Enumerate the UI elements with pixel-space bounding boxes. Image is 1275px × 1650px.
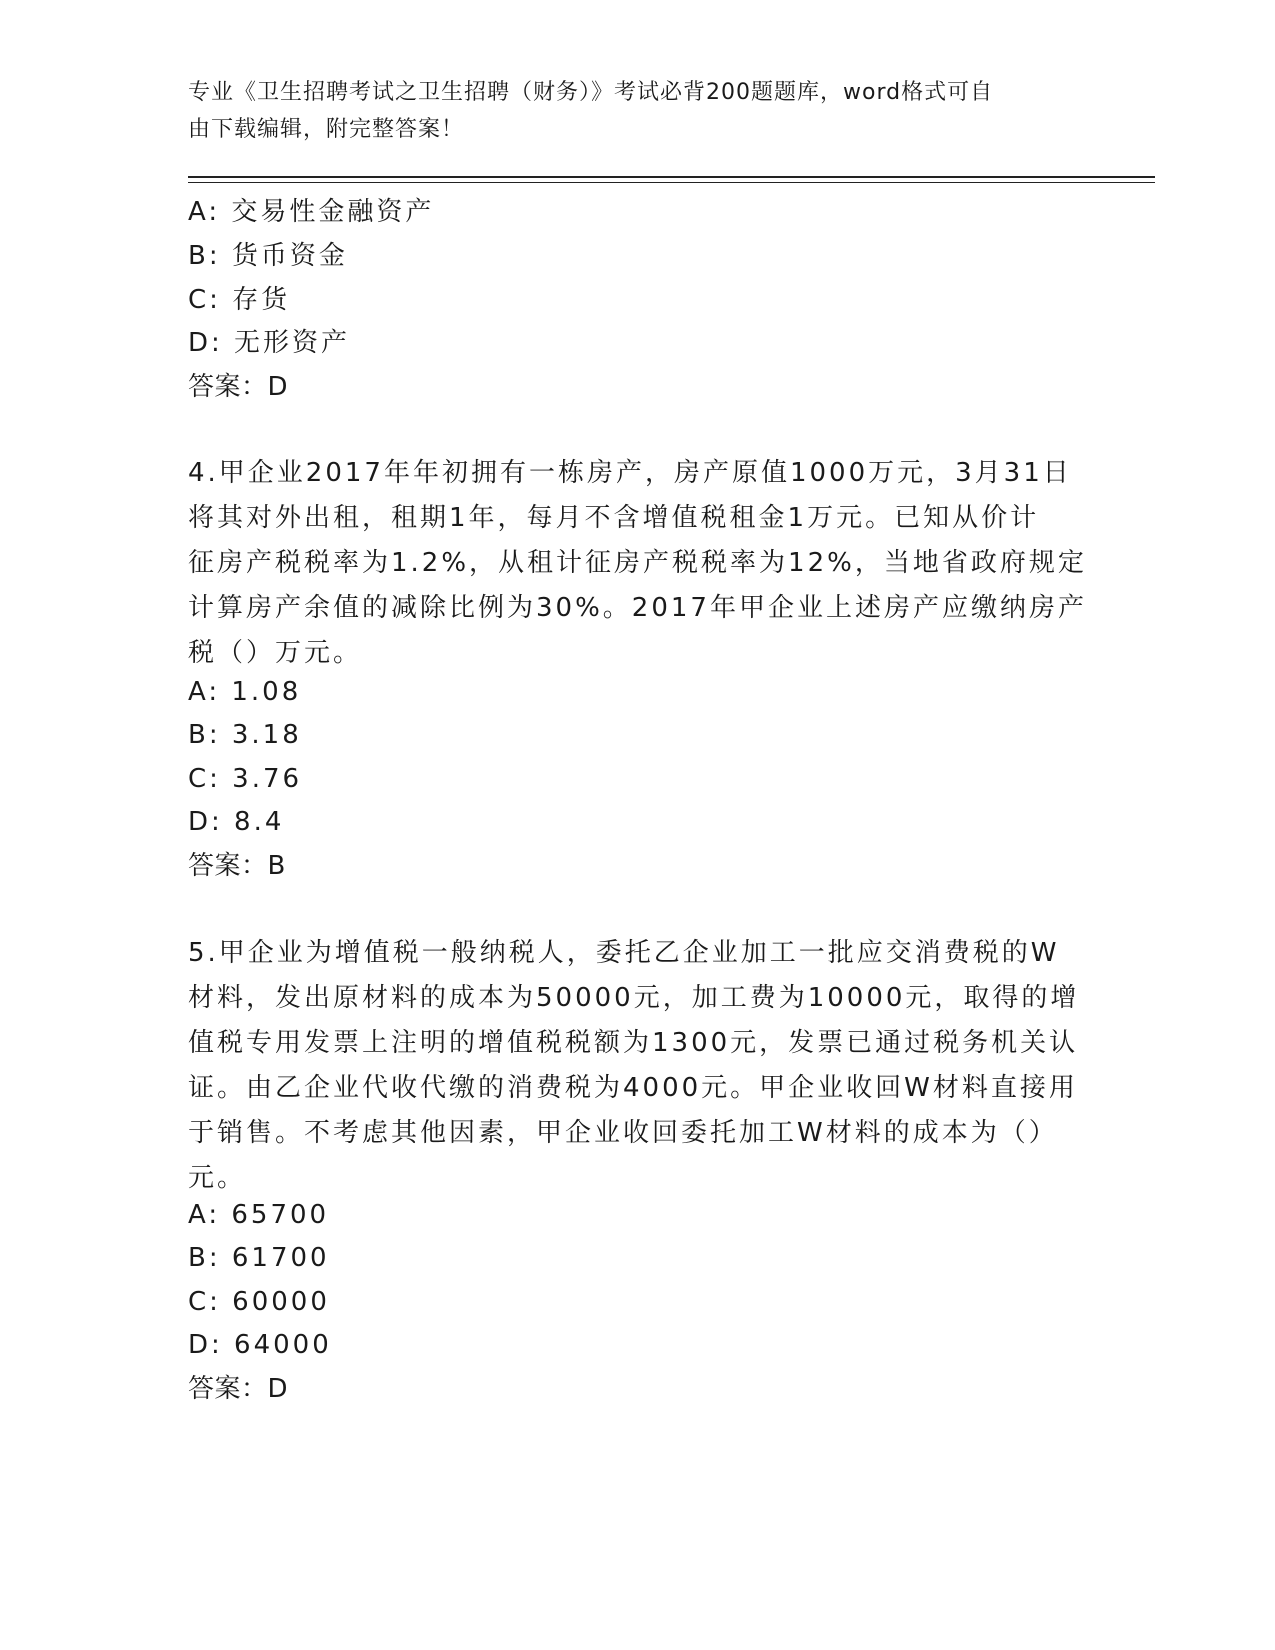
header-line-1: 专业《卫生招聘考试之卫生招聘（财务）》考试必背200题题库，word格式可自	[188, 80, 994, 105]
q4-stem-line: 征房产税税率为1.2%，从租计征房产税税率为12%，当地省政府规定	[188, 548, 1087, 578]
q3-option-b: B: 货币资金	[188, 241, 348, 271]
q5-option-a: A: 65700	[188, 1200, 330, 1230]
q4-option-a: A: 1.08	[188, 677, 302, 707]
q4-stem-line: 4.甲企业2017年年初拥有一栋房产，房产原值1000万元，3月31日	[188, 458, 1072, 488]
q5-stem-line: 值税专用发票上注明的增值税税额为1300元，发票已通过税务机关认	[188, 1028, 1079, 1058]
header-line-2: 由下载编辑，附完整答案！	[188, 117, 465, 142]
q5-option-b: B: 61700	[188, 1243, 330, 1273]
q5-answer: 答案：D	[188, 1374, 289, 1404]
q3-answer: 答案：D	[188, 372, 289, 402]
q4-option-c: C: 3.76	[188, 764, 303, 794]
header-divider-thick	[188, 176, 1155, 178]
q4-stem	[188, 451, 1087, 676]
q4-answer: 答案：B	[188, 851, 286, 881]
q4-option-b: B: 3.18	[188, 720, 302, 750]
q5-option-c: C: 60000	[188, 1287, 330, 1317]
q4-stem-line: 计算房产余值的减除比例为30%。2017年甲企业上述房产应缴纳房产	[188, 593, 1087, 623]
q5-stem-line: 5.甲企业为增值税一般纳税人，委托乙企业加工一批应交消费税的W	[188, 938, 1060, 968]
q4-stem-line: 将其对外出租，租期1年，每月不含增值税租金1万元。已知从价计	[188, 503, 1040, 533]
q5-stem-line: 元。	[188, 1163, 247, 1193]
q5-stem-line: 材料，发出原材料的成本为50000元，加工费为10000元，取得的增	[188, 983, 1080, 1013]
q3-option-c: C: 存货	[188, 285, 291, 315]
document-header	[188, 74, 1068, 148]
q3-option-a: A: 交易性金融资产	[188, 197, 435, 227]
header-divider-thin	[188, 182, 1155, 183]
q5-stem-line: 于销售。不考虑其他因素，甲企业收回委托加工W材料的成本为（）	[188, 1118, 1058, 1148]
q3-option-d: D: 无形资产	[188, 328, 351, 358]
q5-stem	[188, 931, 1080, 1201]
q5-stem-line: 证。由乙企业代收代缴的消费税为4000元。甲企业收回W材料直接用	[188, 1073, 1078, 1103]
q5-option-d: D: 64000	[188, 1330, 332, 1360]
q4-option-d: D: 8.4	[188, 807, 285, 837]
q4-stem-line: 税（）万元。	[188, 638, 363, 668]
